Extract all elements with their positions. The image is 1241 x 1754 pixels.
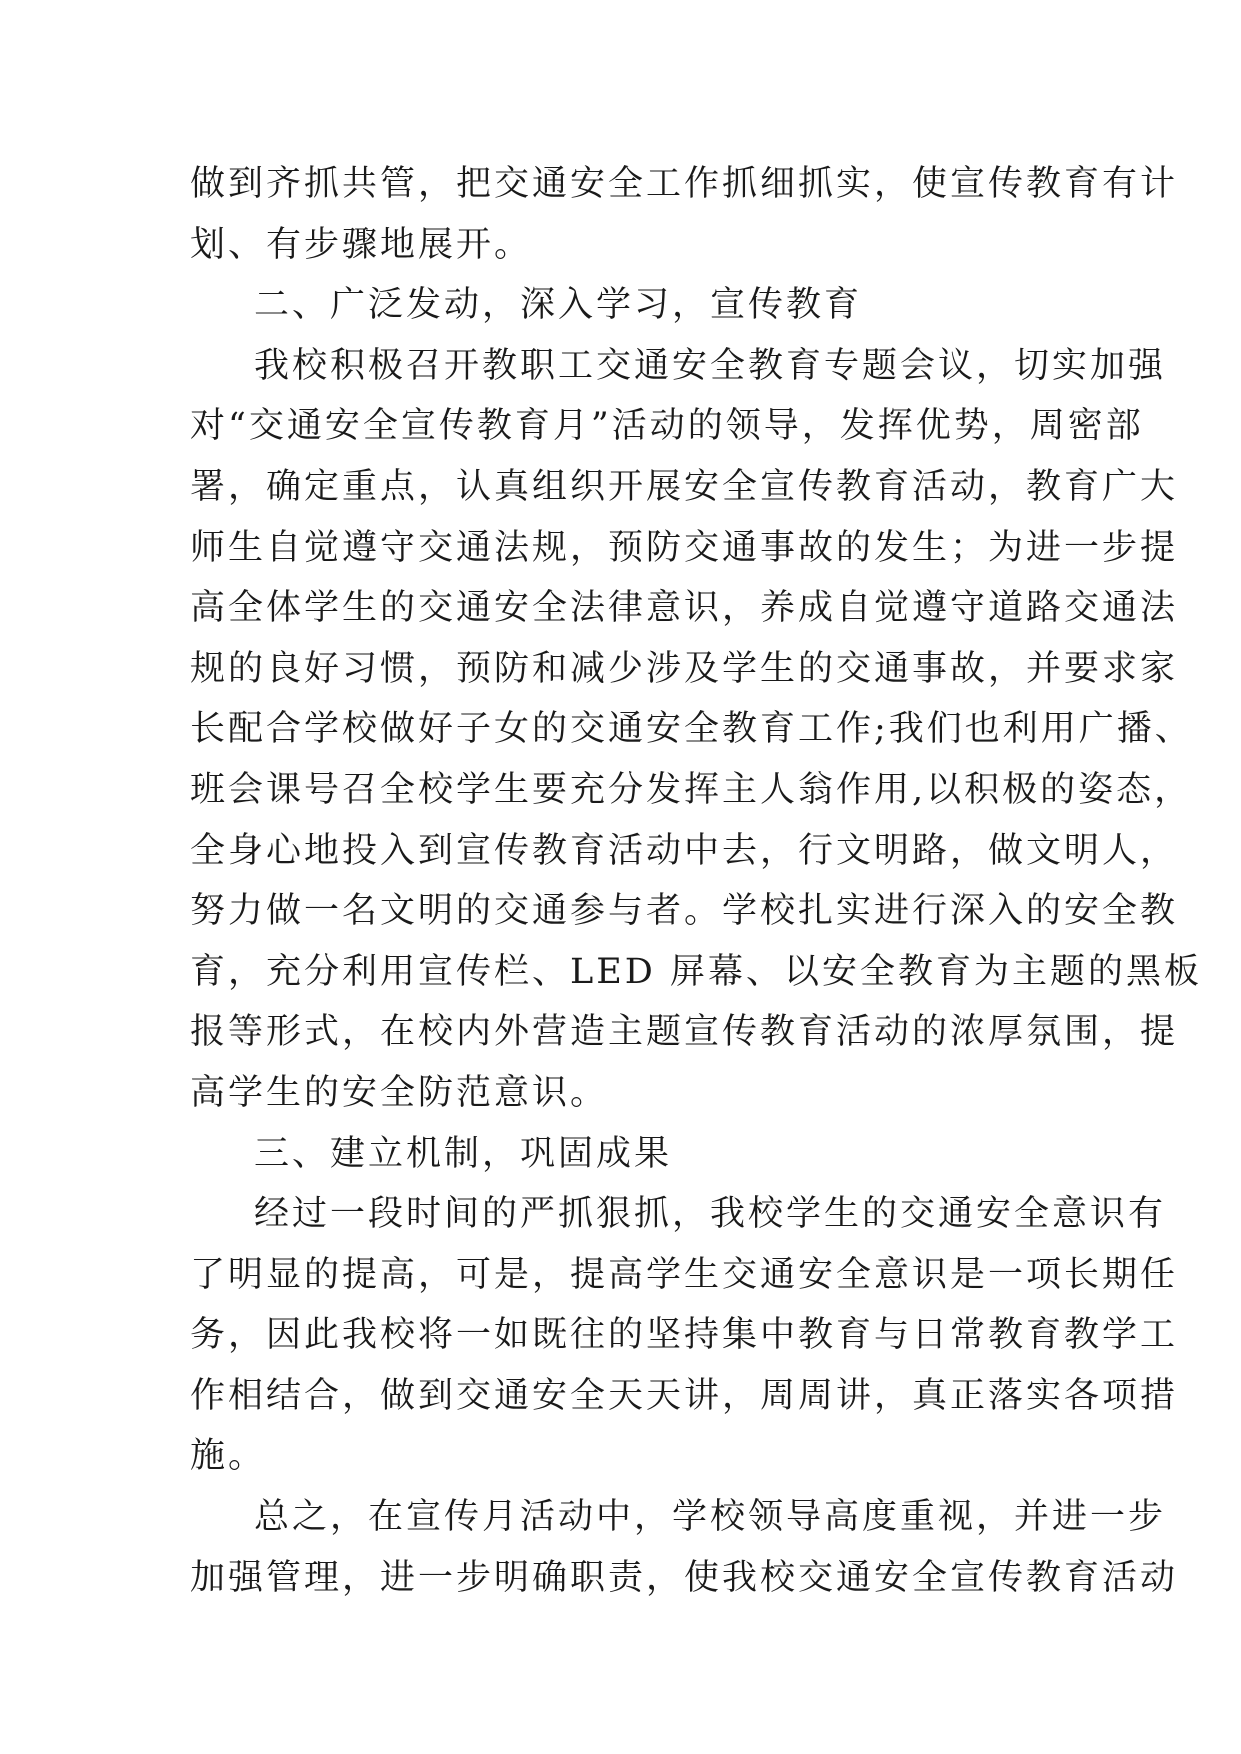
paragraph-1-line-1: 做到齐抓共管，把交通安全工作抓细抓实，使宣传教育有计 — [190, 164, 1179, 204]
paragraph-2-line-13: 高学生的安全防范意识。 — [190, 1072, 609, 1113]
paragraph-2-line-10: 努力做一名文明的交通参与者。学校扎实进行深入的安全教 — [190, 891, 1179, 932]
paragraph-3-line-5: 施。 — [190, 1436, 267, 1477]
paragraph-3-line-4: 作相结合，做到交通安全天天讲，周周讲，真正落实各项措 — [190, 1375, 1179, 1416]
paragraph-2-line-4: 师生自觉遵守交通法规，预防交通事故的发生；为进一步提 — [190, 527, 1179, 568]
paragraph-2-line-3: 署，确定重点，认真组织开展安全宣传教育活动，教育广大 — [190, 466, 1179, 507]
paragraph-2-line-7: 长配合学校做好子女的交通安全教育工作;我们也利用广播、 — [190, 709, 1193, 750]
section-heading-2: 二、广泛发动，深入学习，宣传教育 — [254, 285, 863, 326]
document-body — [190, 154, 1202, 1608]
paragraph-3-line-3: 务，因此我校将一如既往的坚持集中教育与日常教育教学工 — [190, 1315, 1179, 1356]
paragraph-4-line-1: 总之，在宣传月活动中，学校领导高度重视，并进一步 — [254, 1497, 1167, 1538]
paragraph-3-line-1: 经过一段时间的严抓狠抓，我校学生的交通安全意识有 — [254, 1194, 1167, 1235]
paragraph-2-line-2: 对“交通安全宣传教育月”活动的领导，发挥优势，周密部 — [190, 406, 1144, 447]
section-heading-3: 三、建立机制，巩固成果 — [254, 1133, 673, 1174]
paragraph-2-line-12: 报等形式，在校内外营造主题宣传教育活动的浓厚氛围，提 — [190, 1012, 1179, 1053]
paragraph-2-line-1: 我校积极召开教职工交通安全教育专题会议，切实加强 — [254, 345, 1167, 386]
paragraph-2-line-5: 高全体学生的交通安全法律意识，养成自觉遵守道路交通法 — [190, 588, 1179, 629]
paragraph-3-line-2: 了明显的提高，可是，提高学生交通安全意识是一项长期任 — [190, 1254, 1179, 1295]
paragraph-2-line-6: 规的良好习惯，预防和减少涉及学生的交通事故，并要求家 — [190, 648, 1179, 689]
paragraph-2-line-9: 全身心地投入到宣传教育活动中去，行文明路，做文明人， — [190, 830, 1179, 871]
paragraph-2-line-8: 班会课号召全校学生要充分发挥主人翁作用,以积极的姿态， — [190, 769, 1193, 810]
paragraph-1-line-2: 划、有步骤地展开。 — [190, 224, 533, 265]
paragraph-2-line-11: 育，充分利用宣传栏、LED 屏幕、以安全教育为主题的黑板 — [190, 951, 1202, 992]
paragraph-4-line-2: 加强管理，进一步明确职责，使我校交通安全宣传教育活动 — [190, 1557, 1179, 1598]
